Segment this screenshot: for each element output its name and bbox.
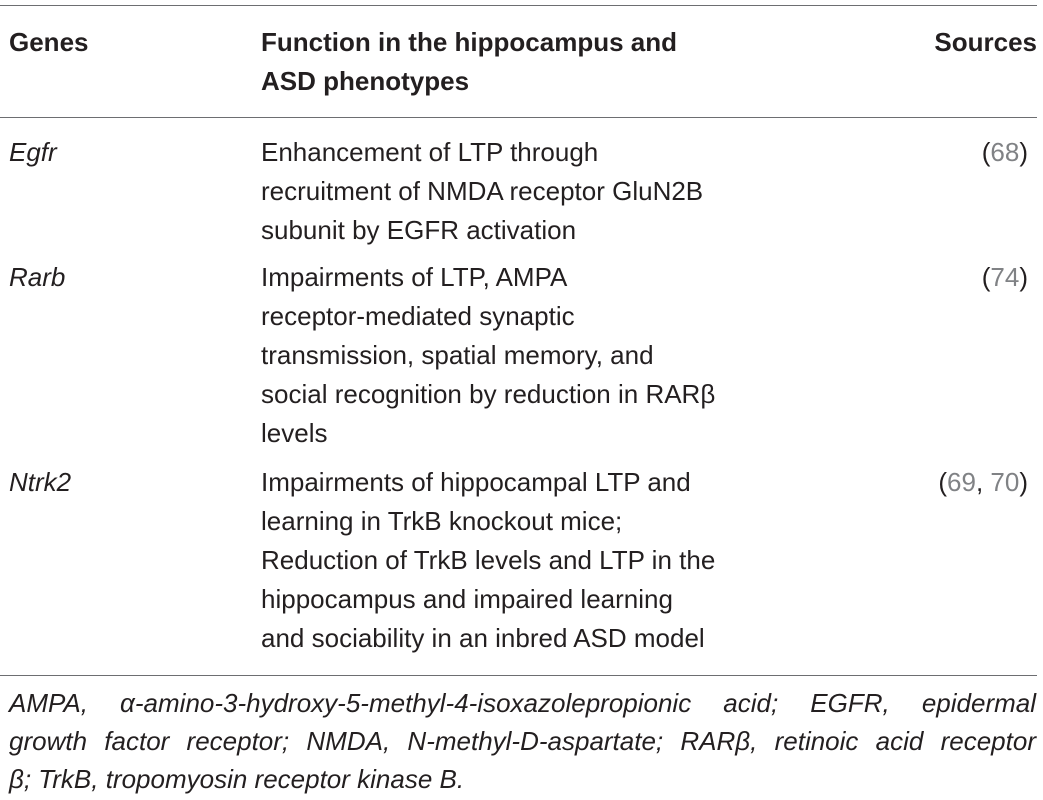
reference-link-68[interactable]: 68: [990, 137, 1020, 167]
source-close-paren: ): [1019, 467, 1028, 497]
function-line: Reduction of TrkB levels and LTP in the: [261, 545, 716, 575]
table-bottom-rule: [0, 675, 1037, 676]
source-separator: ,: [975, 467, 991, 497]
function-line: Impairments of LTP, AMPA: [261, 262, 568, 292]
source-open-paren: (: [981, 262, 991, 292]
function-line: recruitment of NMDA receptor GluN2B: [261, 176, 704, 206]
source-open-paren: (: [981, 137, 991, 167]
table-top-rule: [0, 5, 1037, 6]
source-close-paren: ): [1019, 137, 1028, 167]
header-function: [261, 23, 761, 101]
footnote-line: AMPA, α-amino-3-hydroxy-5-methyl-4-isoxazolepropionic acid; EGFR, epidermal: [9, 688, 1036, 718]
gene-sources: [982, 133, 1028, 172]
table-footnote: [9, 684, 1036, 798]
table-header-rule: [0, 117, 1037, 118]
function-line: levels: [261, 418, 328, 448]
header-genes: Genes: [9, 27, 89, 57]
function-line: and sociability in an inbred ASD model: [261, 623, 705, 653]
gene-sources: [982, 258, 1028, 297]
function-line: Enhancement of LTP through: [261, 137, 599, 167]
reference-link-74[interactable]: 74: [990, 262, 1020, 292]
gene-function: [261, 258, 761, 453]
footnote-line: growth factor receptor; NMDA, N-methyl-D-aspartate; RARβ, retinoic acid receptor: [9, 726, 1036, 756]
function-line: transmission, spatial memory, and: [261, 340, 654, 370]
gene-name: Egfr: [9, 137, 57, 167]
gene-name: Rarb: [9, 262, 66, 292]
function-line: learning in TrkB knockout mice;: [261, 506, 623, 536]
function-line: hippocampus and impaired learning: [261, 584, 673, 614]
gene-function: [261, 463, 761, 658]
reference-link-70[interactable]: 70: [990, 467, 1020, 497]
header-sources: Sources: [934, 27, 1037, 57]
source-open-paren: (: [938, 467, 948, 497]
function-line: subunit by EGFR activation: [261, 215, 577, 245]
footnote-line: β; TrkB, tropomyosin receptor kinase B.: [9, 764, 465, 794]
function-line: social recognition by reduction in RARβ: [261, 379, 716, 409]
function-line: receptor-mediated synaptic: [261, 301, 575, 331]
header-function-line1: Function in the hippocampus and: [261, 27, 677, 57]
function-line: Impairments of hippocampal LTP and: [261, 467, 691, 497]
source-close-paren: ): [1019, 262, 1028, 292]
gene-function: [261, 133, 761, 250]
header-function-line2: ASD phenotypes: [261, 66, 470, 96]
gene-name: Ntrk2: [9, 467, 72, 497]
gene-sources: [938, 463, 1028, 502]
reference-link-69[interactable]: 69: [947, 467, 976, 497]
